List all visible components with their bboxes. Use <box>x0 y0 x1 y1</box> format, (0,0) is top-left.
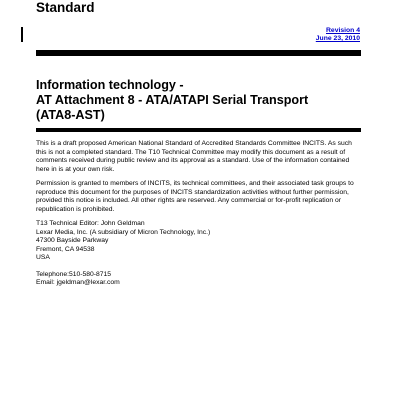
permission-paragraph: Permission is granted to members of INCITS, its technical committees, and their associated task groups to reproduce this document for the purposes of INCITS standardization activities without further permission, provided this notice is included. All other rights are reserved. Any commercial or for-profit replication or republication is prohibited. <box>36 180 354 213</box>
title-line-1: Information technology - <box>36 78 184 92</box>
editor-telephone: Telephone:510-580-8715 <box>36 270 112 278</box>
document-body <box>36 140 364 288</box>
standard-heading: Standard <box>36 0 95 15</box>
editor-city: Fremont, CA 94538 <box>36 245 95 253</box>
editor-role: T13 Technical Editor: John Geldman <box>36 220 145 227</box>
editor-contact <box>36 271 364 288</box>
editor-street: 47300 Bayside Parkway <box>36 237 109 244</box>
revision-block[interactable] <box>316 27 360 44</box>
document-title <box>36 78 361 124</box>
revision-date-link[interactable]: June 23, 2010 <box>315 35 360 43</box>
editor-address <box>36 220 364 263</box>
title-line-3: (ATA8-AST) <box>36 108 105 123</box>
text-cursor <box>21 27 23 42</box>
top-divider <box>36 50 361 56</box>
bottom-divider <box>36 128 361 132</box>
editor-company: Lexar Media, Inc. (A subsidiary of Micron Technology, Inc.) <box>36 228 211 236</box>
editor-country: USA <box>36 254 50 261</box>
revision-link[interactable]: Revision 4 <box>326 27 360 34</box>
title-line-2: AT Attachment 8 - ATA/ATAPI Serial Transport <box>36 93 309 108</box>
editor-email: Email: jgeldman@lexar.com <box>36 279 120 286</box>
draft-notice-paragraph: This is a draft proposed American National Standard of Accredited Standards Committee INCITS. As such this is not a completed standard. The T10 Technical Committee may modify this document as a result of comments received during public review and its approval as a standard. Use of the information contained here in is at your own risk. <box>36 140 352 173</box>
